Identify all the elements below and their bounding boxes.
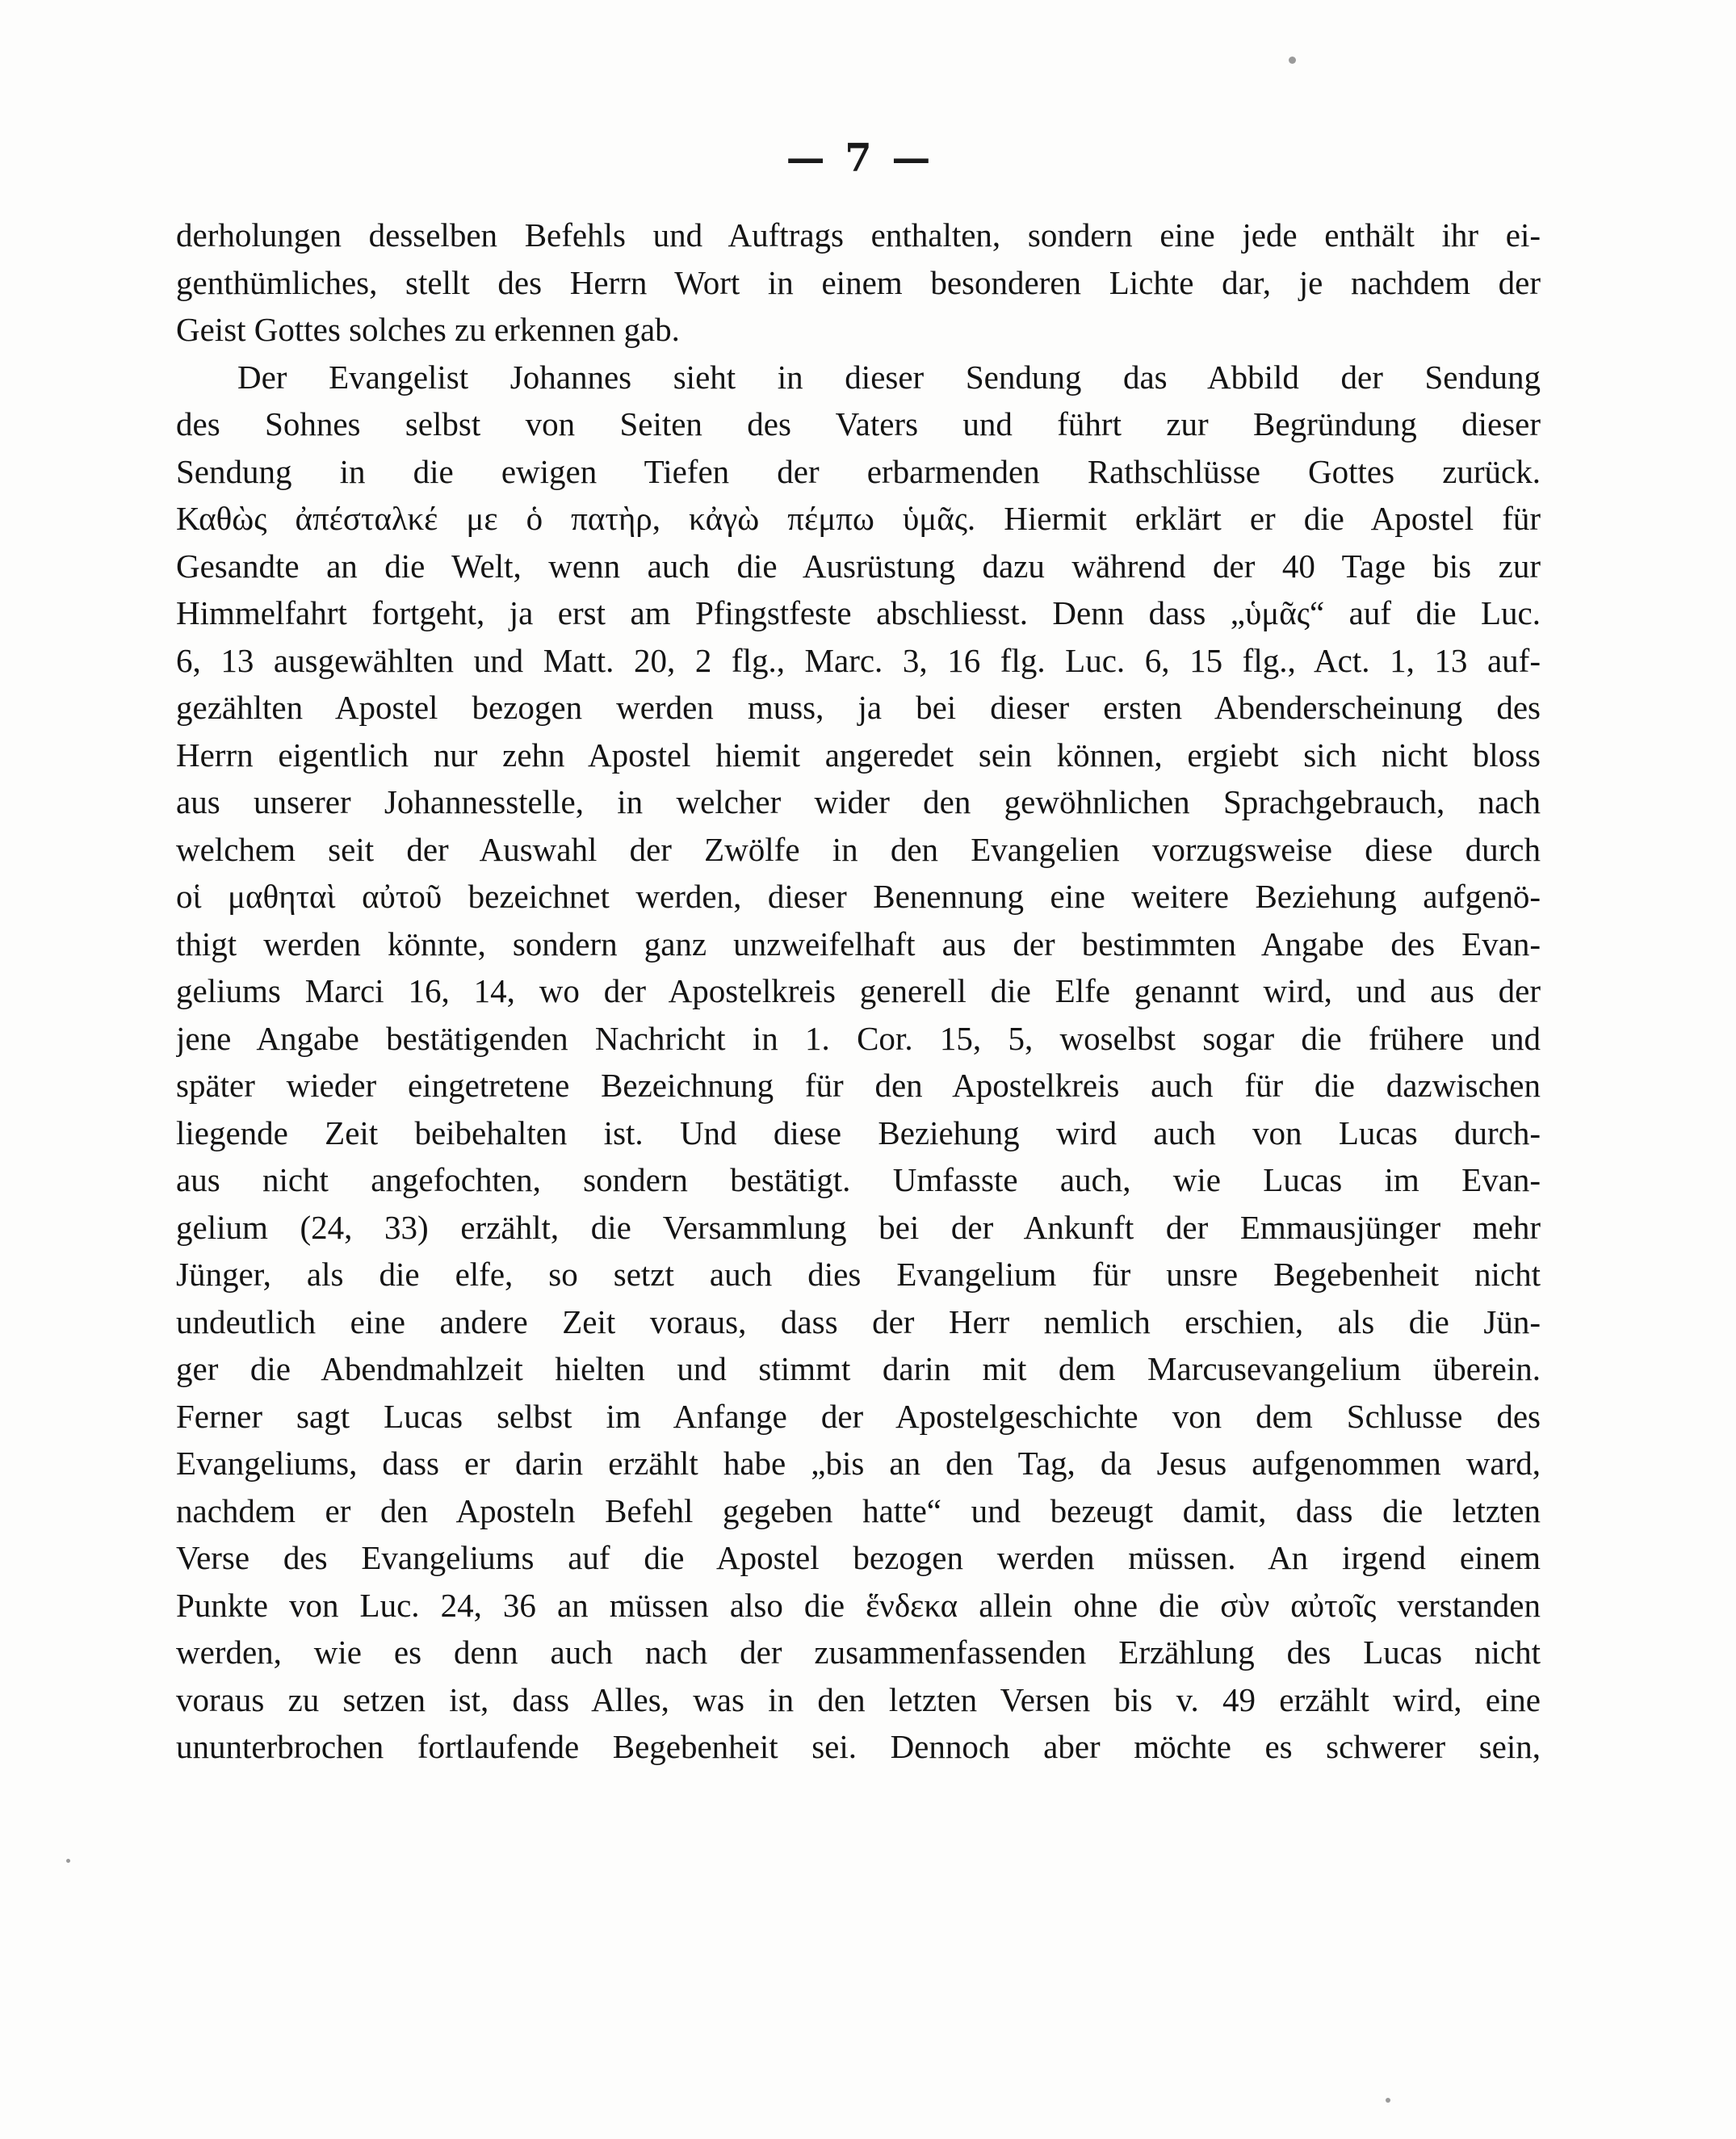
text-line: Punkte von Luc. 24, 36 an müssen also die ἕνδεκα allein ohne die σὺν αὐτοῖς verstanden <box>176 1586 1541 1624</box>
text-line: Sendung in die ewigen Tiefen der erbarmenden Rathschlüsse Gottes zurück. <box>176 452 1541 490</box>
text-line: später wieder eingetretene Bezeichnung für den Apostelkreis auch für die dazwischen <box>176 1067 1541 1104</box>
text-line: geliums Marci 16, 14, wo der Apostelkreis generell die Elfe genannt wird, und aus der <box>176 972 1541 1009</box>
text-line: aus unserer Johannesstelle, in welcher wider den gewöhnlichen Sprachgebrauch, nach <box>176 783 1541 820</box>
ink-speck <box>66 1859 70 1863</box>
text-line: genthümliches, stellt des Herrn Wort in einem besonderen Lichte dar, je nachdem der <box>176 263 1541 301</box>
text-line: liegende Zeit beibehalten ist. Und diese Beziehung wird auch von Lucas durch- <box>176 1114 1541 1151</box>
text-line: Gesandte an die Welt, wenn auch die Ausrüstung dazu während der 40 Tage bis zur <box>176 547 1541 585</box>
text-line: jene Angabe bestätigenden Nachricht in 1. Cor. 15, 5, woselbst sogar die frühere und <box>176 1019 1541 1057</box>
text-line: ger die Abendmahlzeit hielten und stimmt darin mit dem Marcusevangelium überein. <box>176 1350 1541 1387</box>
text-line: Herrn eigentlich nur zehn Apostel hiemit angeredet sein können, ergiebt sich nicht bloss <box>176 736 1541 774</box>
text-line: thigt werden könnte, sondern ganz unzweifelhaft aus der bestimmten Angabe des Evan- <box>176 925 1541 963</box>
body-text <box>176 212 1541 1771</box>
text-line: Himmelfahrt fortgeht, ja erst am Pfingstfeste abschliesst. Denn dass „ὑμᾶς“ auf die Luc. <box>176 594 1541 631</box>
text-line: voraus zu setzen ist, dass Alles, was in den letzten Versen bis v. 49 erzählt wird, eine <box>176 1680 1541 1718</box>
ink-speck <box>1289 57 1296 64</box>
text-line: Καθὼς ἀπέσταλκέ με ὁ πατὴρ, κἀγὼ πέμπω ὑμᾶς. Hiermit erklärt er die Apostel für <box>176 500 1541 537</box>
text-line: werden, wie es denn auch nach der zusammenfassenden Erzählung des Lucas nicht <box>176 1634 1541 1671</box>
text-line: Der Evangelist Johannes sieht in dieser Sendung das Abbild der Sendung <box>237 358 1541 396</box>
text-line: Ferner sagt Lucas selbst im Anfange der Apostelgeschichte von dem Schlusse des <box>176 1397 1541 1435</box>
text-line: gezählten Apostel bezogen werden muss, ja bei dieser ersten Abenderscheinung des <box>176 689 1541 726</box>
text-line: des Sohnes selbst von Seiten des Vaters und führt zur Begründung dieser <box>176 405 1541 442</box>
text-line: Verse des Evangeliums auf die Apostel bezogen werden müssen. An irgend einem <box>176 1539 1541 1576</box>
text-line: Jünger, als die elfe, so setzt auch dies Evangelium für unsre Begebenheit nicht <box>176 1256 1541 1293</box>
text-line: nachdem er den Aposteln Befehl gegeben hatte“ und bezeugt damit, dass die letzten <box>176 1491 1541 1529</box>
text-line: aus nicht angefochten, sondern bestätigt. Umfasste auch, wie Lucas im Evan- <box>176 1161 1541 1198</box>
text-line: Geist Gottes solches zu erkennen gab. <box>176 311 680 348</box>
text-line: Evangeliums, dass er darin erzählt habe „bis an den Tag, da Jesus aufgenommen ward, <box>176 1445 1541 1482</box>
text-line: gelium (24, 33) erzählt, die Versammlung bei der Ankunft der Emmausjünger mehr <box>176 1208 1541 1246</box>
text-line: 6, 13 ausgewählten und Matt. 20, 2 flg., Marc. 3, 16 flg. Luc. 6, 15 flg., Act. 1, 13 auf- <box>176 641 1541 679</box>
page-number: — 7 — <box>786 136 934 181</box>
text-line: derholungen desselben Befehls und Auftrags enthalten, sondern eine jede enthält ihr ei- <box>176 216 1541 254</box>
text-line: undeutlich eine andere Zeit voraus, dass der Herr nemlich erschien, als die Jün- <box>176 1302 1541 1340</box>
text-line: οἱ μαθηταὶ αὐτοῦ bezeichnet werden, dieser Benennung eine weitere Beziehung aufgenö- <box>176 878 1541 915</box>
ink-speck <box>1386 2098 1390 2103</box>
text-line: ununterbrochen fortlaufende Begebenheit sei. Dennoch aber möchte es schwerer sein, <box>176 1728 1541 1765</box>
text-line: welchem seit der Auswahl der Zwölfe in den Evangelien vorzugsweise diese durch <box>176 830 1541 868</box>
